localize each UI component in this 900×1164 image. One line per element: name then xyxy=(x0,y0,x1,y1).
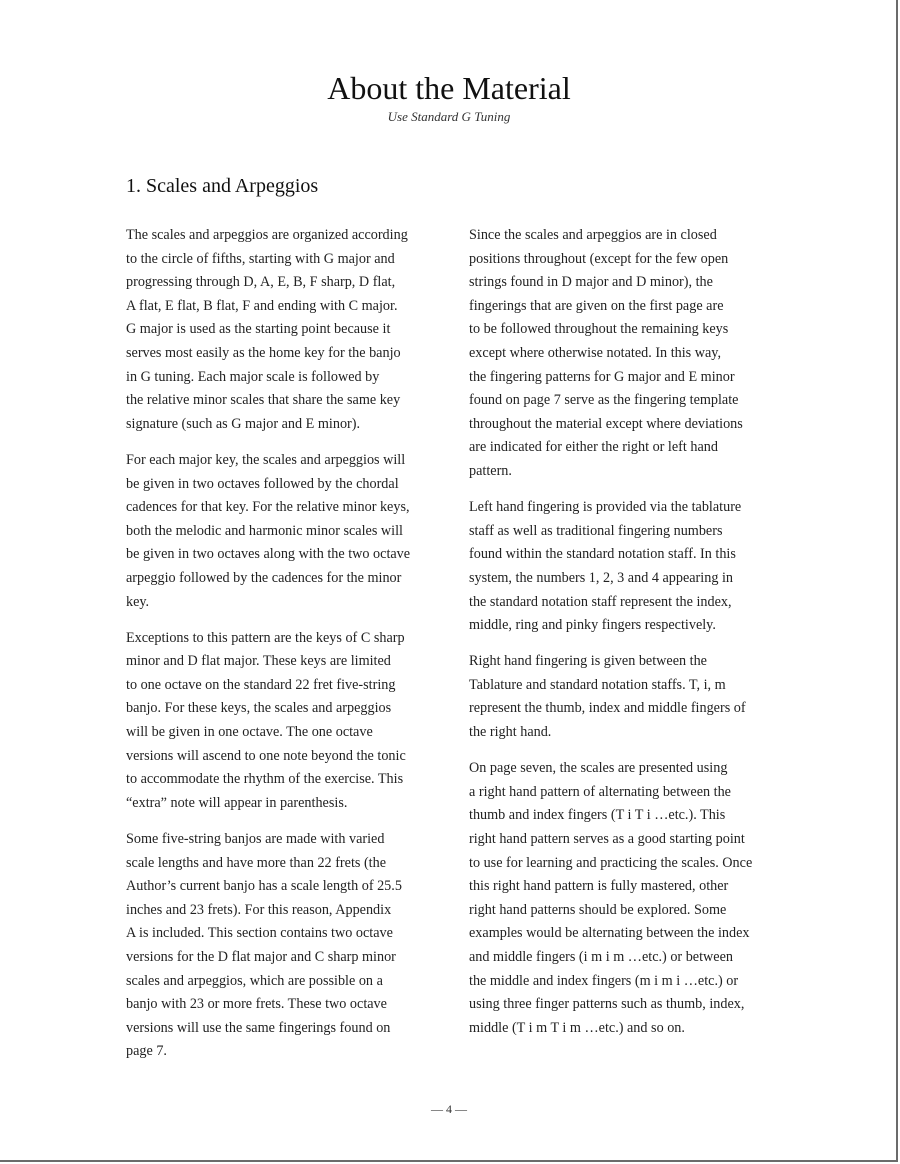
text-line: serves most easily as the home key for the banjo xyxy=(126,344,401,361)
page-subtitle: Use Standard G Tuning xyxy=(387,109,511,124)
text-line: staff as well as traditional fingering numbers xyxy=(469,522,723,539)
text-line: versions will ascend to one note beyond the tonic xyxy=(126,747,406,764)
text-line: the middle and index fingers (m i m i …etc.) or xyxy=(469,972,739,989)
text-line: arpeggio followed by the cadences for the minor xyxy=(126,569,402,586)
text-line: A flat, E flat, B flat, F and ending with C major. xyxy=(126,297,398,314)
text-line: banjo. For these keys, the scales and arpeggios xyxy=(126,700,392,717)
text-line: are indicated for either the right or left hand xyxy=(469,439,718,456)
text-line: this right hand pattern is fully mastered, other xyxy=(469,878,729,895)
text-line: throughout the material except where deviations xyxy=(469,415,743,432)
text-line: fingerings that are given on the first page are xyxy=(469,297,724,314)
text-line: to the circle of fifths, starting with G major and xyxy=(126,250,395,267)
paragraph xyxy=(469,496,779,638)
text-line: in G tuning. Each major scale is followed by xyxy=(126,368,380,385)
text-line: found on page 7 serve as the fingering template xyxy=(469,392,739,409)
text-line: the right hand. xyxy=(469,724,552,741)
section-heading: 1. Scales and Arpeggios xyxy=(126,175,319,197)
text-line: Author’s current banjo has a scale length of 25.5 xyxy=(126,878,402,895)
text-line: found within the standard notation staff. In this xyxy=(469,546,736,563)
text-line: Exceptions to this pattern are the keys of C sharp xyxy=(126,629,405,646)
paragraph xyxy=(469,650,779,744)
text-line: both the melodic and harmonic minor scales will xyxy=(126,522,403,539)
text-line: will be given in one octave. The one octave xyxy=(126,724,373,741)
text-line: inches and 23 frets). For this reason, Appendix xyxy=(126,901,392,918)
text-line: versions will use the same fingerings found on xyxy=(126,1019,391,1036)
text-line: to one octave on the standard 22 fret five-string xyxy=(126,676,396,693)
text-line: and middle fingers (i m i m …etc.) or between xyxy=(469,949,733,965)
text-line: Since the scales and arpeggios are in closed xyxy=(469,227,717,243)
paragraph xyxy=(469,224,779,484)
text-line: minor and D flat major. These keys are limited xyxy=(126,653,391,670)
left-column xyxy=(126,224,436,1077)
text-line: be given in two octaves along with the two octave xyxy=(126,546,411,563)
paragraph xyxy=(126,627,436,816)
text-line: Some five-string banjos are made with varied xyxy=(126,831,385,848)
text-line: using three finger patterns such as thumb, index, xyxy=(469,996,745,1013)
page-title: About the Material xyxy=(327,70,571,106)
text-line: to accommodate the rhythm of the exercise. This xyxy=(126,771,404,788)
text-line: to be followed throughout the remaining keys xyxy=(469,321,729,338)
text-line: right hand pattern serves as a good starting point xyxy=(469,831,745,848)
text-line: G major is used as the starting point because it xyxy=(126,321,391,338)
text-line: page 7. xyxy=(126,1043,167,1060)
text-line: the relative minor scales that share the same key xyxy=(126,392,401,409)
text-line: a right hand pattern of alternating between the xyxy=(469,783,731,800)
text-line: the fingering patterns for G major and E minor xyxy=(469,368,735,385)
text-line: strings found in D major and D minor), the xyxy=(469,274,713,291)
text-line: be given in two octaves followed by the chordal xyxy=(126,475,399,492)
text-line: Right hand fingering is given between the xyxy=(469,653,707,670)
text-line: banjo with 23 or more frets. These two octave xyxy=(126,996,387,1013)
text-line: For each major key, the scales and arpeggios will xyxy=(126,451,406,468)
paragraph xyxy=(126,828,436,1064)
text-line: Left hand fingering is provided via the tablature xyxy=(469,499,742,516)
text-line: On page seven, the scales are presented using xyxy=(469,760,728,777)
paragraph xyxy=(469,757,779,1040)
text-line: thumb and index fingers (T i T i …etc.). This xyxy=(469,807,726,824)
text-line: The scales and arpeggios are organized according xyxy=(126,227,408,243)
text-line: right hand patterns should be explored. Some xyxy=(469,901,727,918)
text-line: scales and arpeggios, which are possible on a xyxy=(126,972,383,989)
text-line: “extra” note will appear in parenthesis. xyxy=(126,794,348,811)
text-line: progressing through D, A, E, B, F sharp, D flat, xyxy=(126,274,396,291)
text-line: middle, ring and pinky fingers respectively. xyxy=(469,617,716,634)
text-line: to use for learning and practicing the scales. Once xyxy=(469,854,753,871)
text-line: except where otherwise notated. In this way, xyxy=(469,344,722,361)
text-line: system, the numbers 1, 2, 3 and 4 appearing in xyxy=(469,569,733,586)
right-column xyxy=(469,224,779,1053)
text-line: Tablature and standard notation staffs. T, i, m xyxy=(469,676,726,693)
text-line: positions throughout (except for the few open xyxy=(469,250,729,267)
text-line: represent the thumb, index and middle fingers of xyxy=(469,700,746,717)
text-line: A is included. This section contains two octave xyxy=(126,925,393,942)
text-line: pattern. xyxy=(469,462,512,479)
paragraph xyxy=(126,449,436,614)
text-line: middle (T i m T i m …etc.) and so on. xyxy=(469,1019,685,1036)
text-line: versions for the D flat major and C sharp minor xyxy=(126,949,396,965)
text-line: the standard notation staff represent the index, xyxy=(469,593,732,610)
paragraph xyxy=(126,224,436,436)
text-line: cadences for that key. For the relative minor keys, xyxy=(126,499,410,516)
text-line: scale lengths and have more than 22 frets (the xyxy=(126,854,387,871)
text-line: key. xyxy=(126,593,150,610)
page-number: — 4 — xyxy=(431,1102,467,1116)
text-line: signature (such as G major and E minor). xyxy=(126,415,361,432)
text-line: examples would be alternating between the index xyxy=(469,925,750,942)
